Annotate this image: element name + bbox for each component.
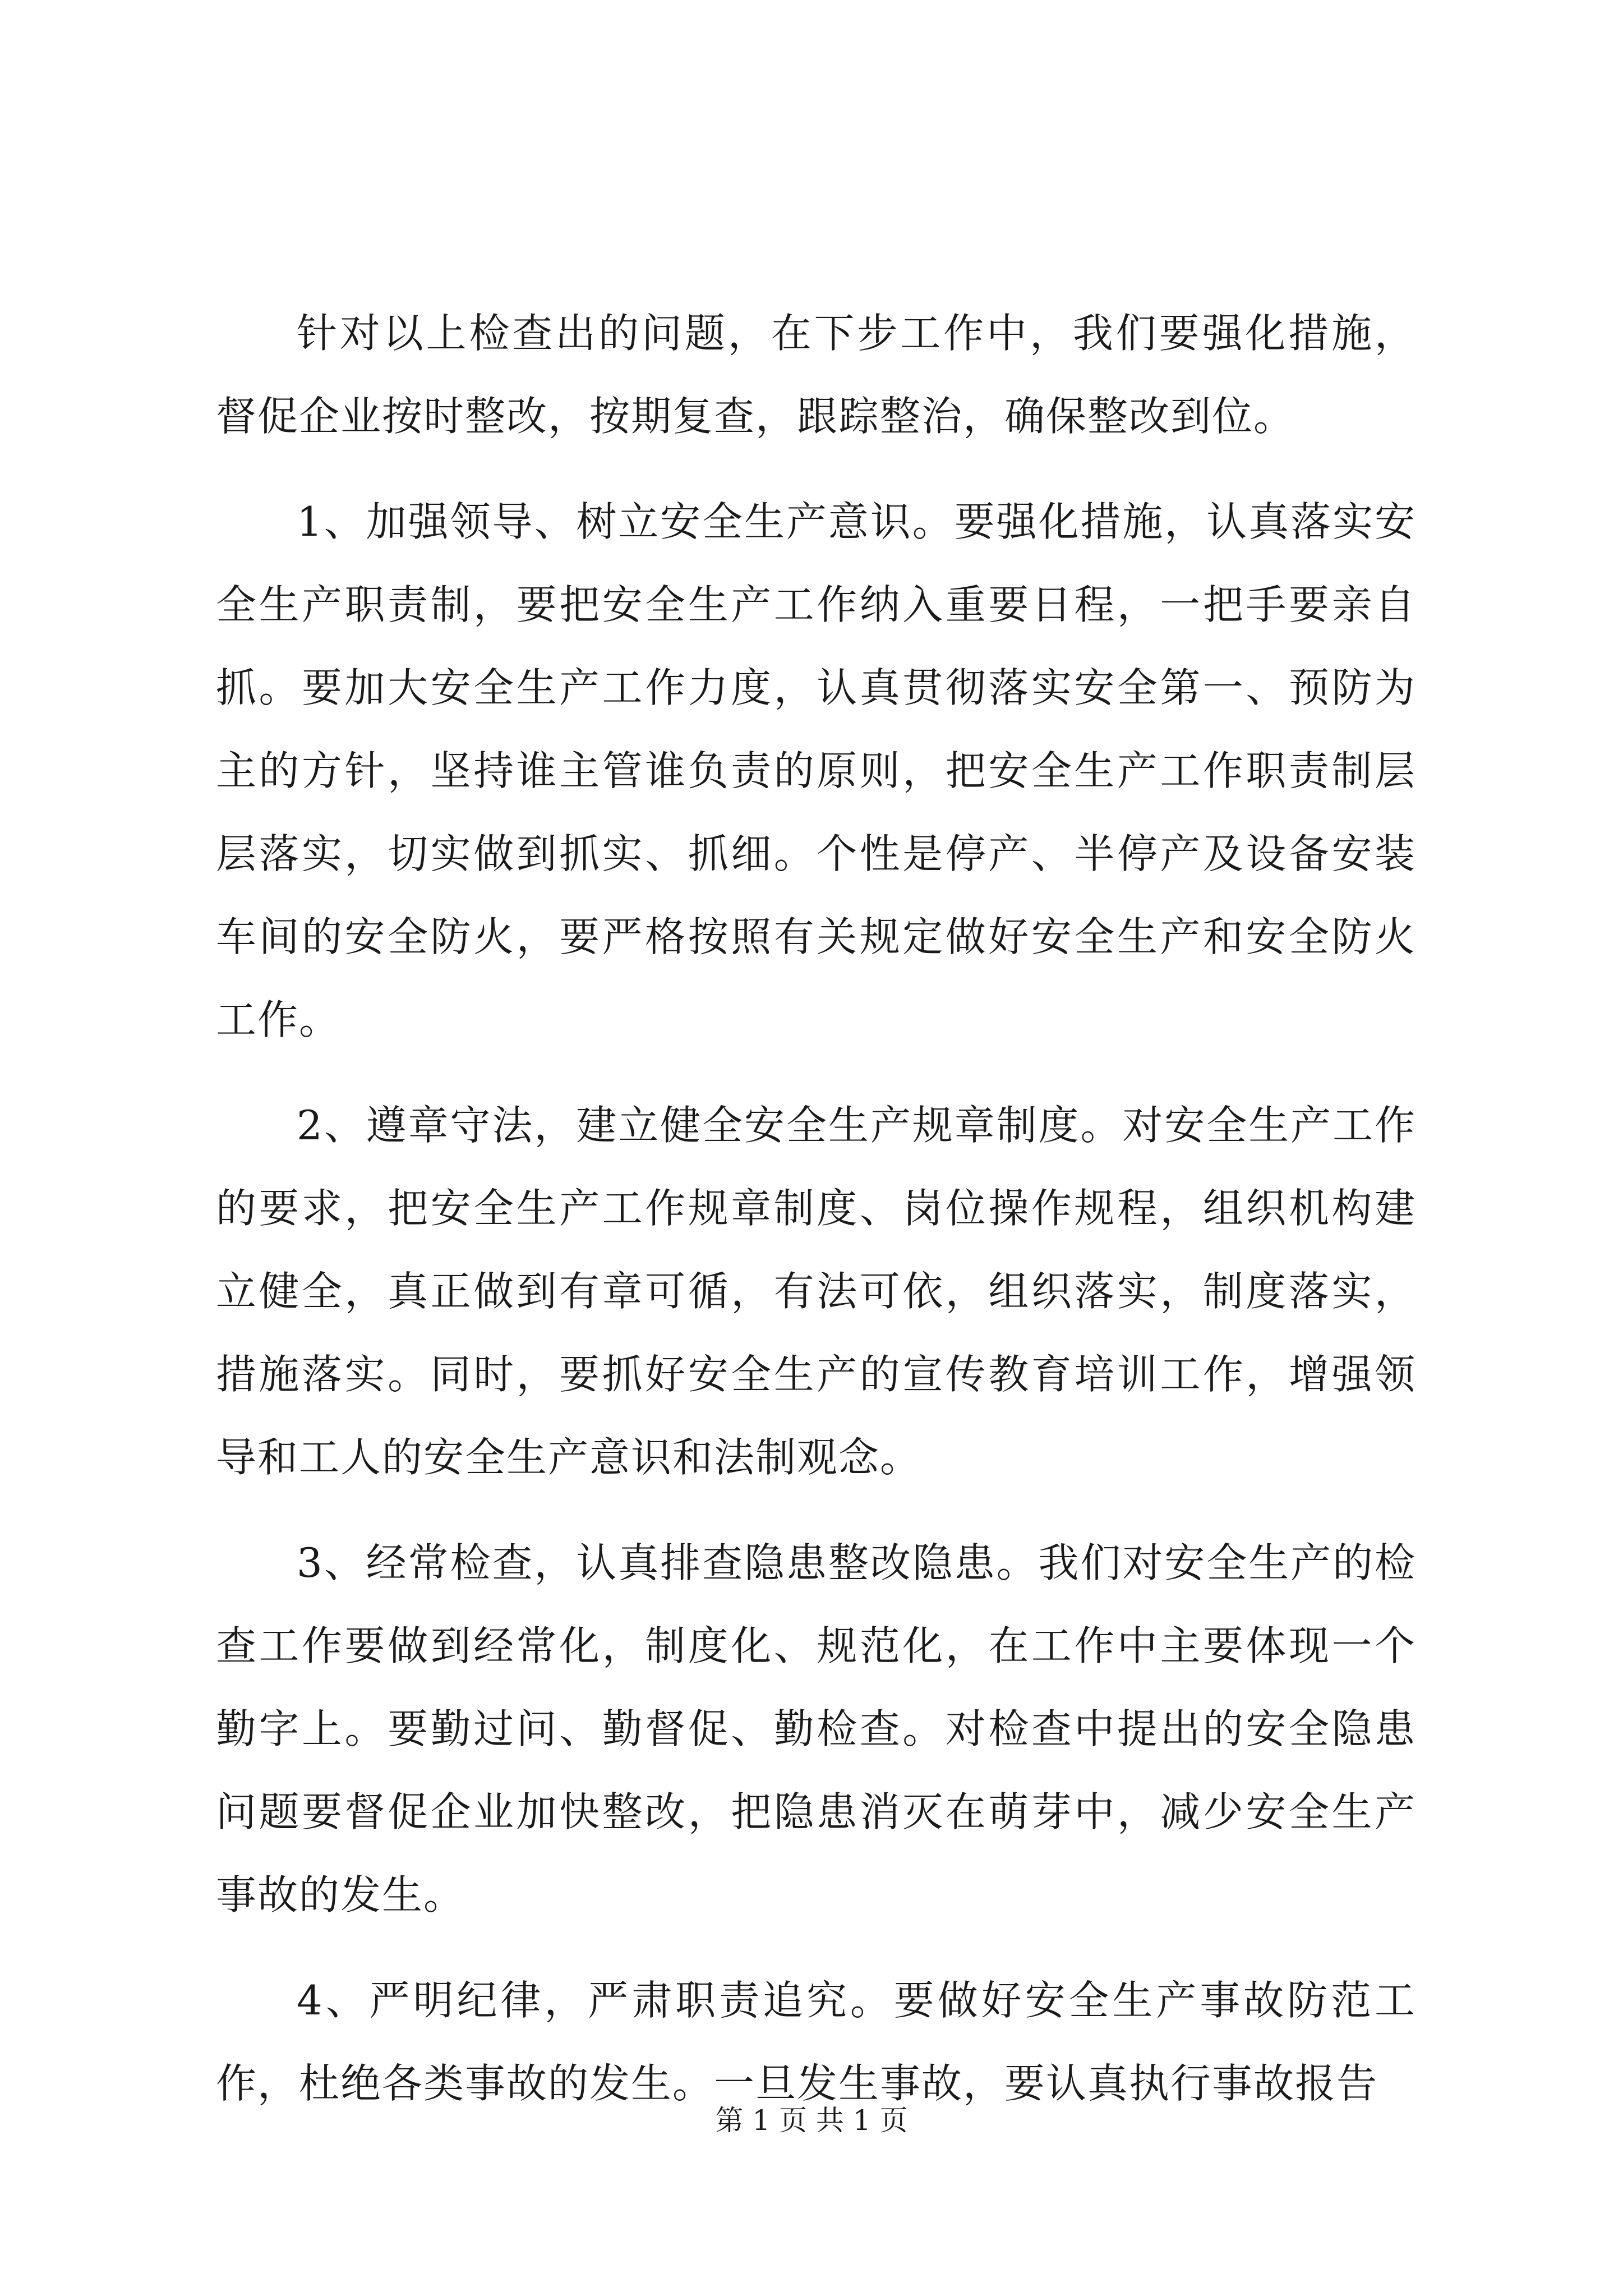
- paragraph-item-1: 1、加强领导、树立安全生产意识。要强化措施，认真落实安全生产职责制，要把安全生产工作纳入重要日程，一把手要亲自抓。要加大安全生产工作力度，认真贯彻落实安全第一、预防为主的方针，坚持谁主管谁负责的原则，把安全生产工作职责制层层落实，切实做到抓实、抓细。个性是停产、半停产及设备安装车间的安全防火，要严格按照有关规定做好安全生产和安全防火工作。: [216, 498, 1416, 1043]
- page-footer: 第 1 页 共 1 页: [715, 2104, 908, 2137]
- paragraph-item-4: 4、严明纪律，严肃职责追究。要做好安全生产事故防范工作，杜绝各类事故的发生。一旦发生事故，要认真执行事故报告: [216, 1977, 1416, 2107]
- paragraph-item-3: 3、经常检查，认真排查隐患整改隐患。我们对安全生产的检查工作要做到经常化，制度化、规范化，在工作中主要体现一个勤字上。要勤过问、勤督促、勤检查。对检查中提出的安全隐患问题要督促企业加快整改，把隐患消灭在萌芽中，减少安全生产事故的发生。: [216, 1539, 1416, 1918]
- paragraph-item-2: 2、遵章守法，建立健全安全生产规章制度。对安全生产工作的要求，把安全生产工作规章制度、岗位操作规程，组织机构建立健全，真正做到有章可循，有法可依，组织落实，制度落实，措施落实。同时，要抓好安全生产的宣传教育培训工作，增强领导和工人的安全生产意识和法制观念。: [216, 1102, 1416, 1481]
- document-body: [216, 292, 1416, 2147]
- paragraph-intro: 针对以上检查出的问题，在下步工作中，我们要强化措施，督促企业按时整改，按期复查，跟踪整治，确保整改到位。: [216, 310, 1416, 440]
